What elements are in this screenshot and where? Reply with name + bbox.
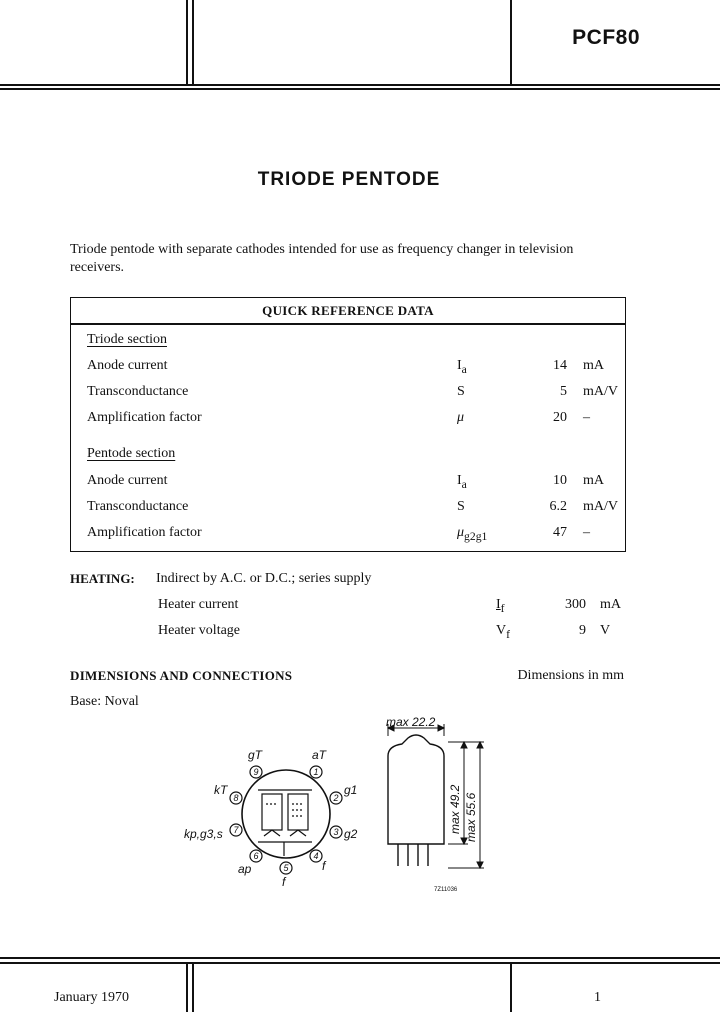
- table-row: Anode current $I_a$ 10 mA: [87, 473, 604, 491]
- pin-number: 4: [313, 851, 319, 861]
- max-width-label: max 22.2: [386, 716, 436, 729]
- pin-number: 1: [313, 767, 319, 777]
- page-number: 1: [594, 990, 601, 1005]
- pin-connection-diagram: [176, 746, 376, 891]
- footer-divider: [510, 962, 512, 1012]
- triode-section-heading: Triode section: [87, 332, 167, 347]
- pin-number: 3: [333, 827, 339, 837]
- heating-description: Indirect by A.C. or D.C.; series supply: [156, 571, 372, 586]
- pin-label: gT: [248, 748, 263, 762]
- intro-paragraph: Triode pentode with separate cathodes intended for use as frequency changer in television receivers.: [70, 242, 574, 275]
- electrode-schematic: [258, 790, 312, 856]
- table-row: Amplification factor $\mu_{g2g1}$ 47 –: [87, 525, 590, 543]
- tube-body: [388, 735, 444, 866]
- pentode-section-heading: Pentode section: [87, 446, 176, 461]
- pin-label: g1: [344, 783, 358, 797]
- header-divider: [186, 0, 188, 84]
- part-number: PCF80: [572, 26, 640, 49]
- footer-rule-bottom: [0, 962, 720, 964]
- pin-number: 6: [253, 851, 259, 861]
- drawing-code: 7Z11036: [434, 887, 458, 893]
- pin-number: 2: [333, 793, 339, 803]
- quick-reference-title: QUICK REFERENCE DATA: [262, 303, 434, 318]
- base-outline: [242, 770, 330, 858]
- heating-label: HEATING:: [70, 571, 135, 586]
- table-row: Amplification factor μ 20 –: [87, 410, 590, 425]
- header-divider: [510, 0, 512, 84]
- max-body-label: max 49.2: [448, 784, 462, 834]
- table-row: Transconductance S 6.2 mA/V: [87, 499, 618, 514]
- pin-label: aT: [312, 748, 327, 762]
- quick-reference-box: [70, 297, 626, 552]
- pin-label: kT: [214, 783, 228, 797]
- quick-reference-rule: [71, 323, 625, 325]
- header-rule-top: [0, 84, 720, 86]
- pin-number: 5: [283, 863, 289, 873]
- pin-number: 8: [233, 793, 239, 803]
- pin-number: 7: [233, 825, 239, 835]
- dimensions-units-note: Dimensions in mm: [517, 668, 624, 683]
- pin-number: 9: [253, 767, 259, 777]
- pin-label: kp,g3,s: [184, 827, 223, 841]
- dimensions-title: DIMENSIONS AND CONNECTIONS: [70, 668, 293, 683]
- page-title: TRIODE PENTODE: [257, 169, 441, 190]
- pin-label: f: [322, 859, 326, 873]
- base-label: Base: Noval: [70, 694, 139, 709]
- pin-label: g2: [344, 827, 358, 841]
- table-row: Transconductance S 5 mA/V: [87, 384, 618, 399]
- footer-date: January 1970: [54, 990, 130, 1005]
- pin-label: ap: [238, 862, 252, 876]
- pin-label: f: [282, 875, 286, 889]
- heating-row: Heater current $I_f$ 300 mA: [158, 597, 621, 615]
- footer-rule-top: [0, 957, 720, 959]
- header-divider: [192, 0, 194, 84]
- table-row: Anode current $I_a$ 14 mA: [87, 358, 604, 376]
- max-total-label: max 55.6: [464, 792, 478, 842]
- footer-divider: [192, 962, 194, 1012]
- heating-row: Heater voltage $V_f$ 9 V: [158, 623, 611, 641]
- header-rule-bottom: [0, 88, 720, 90]
- footer-divider: [186, 962, 188, 1012]
- tube-outline-drawing: [372, 716, 502, 896]
